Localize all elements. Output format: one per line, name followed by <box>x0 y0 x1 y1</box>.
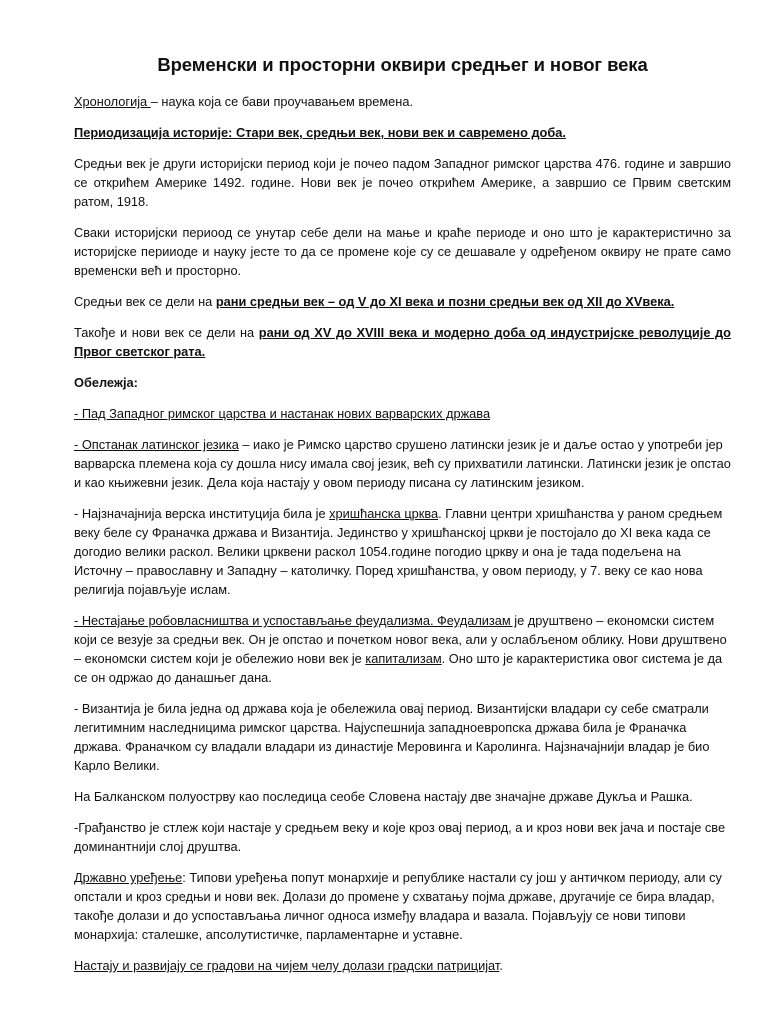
paragraph-features-heading <box>74 373 731 392</box>
document-body <box>74 54 731 987</box>
paragraph-church <box>74 504 731 599</box>
capitalism-text: . Оно што је карактеристика овог система је да се он одржао до данашњег дана. <box>74 651 723 685</box>
paragraph-periods: Сваки историјски периоод се унутар себе дели на мање и краће периоде и оно што је карактеристично за историјске перииоде и науку јесте то да се промене које су се дешавале у одређеном оквиру не прате само временски већ и просторно. <box>74 225 731 278</box>
new-age-intro: Такође и нови век се дели на <box>74 325 259 340</box>
term-church: хришћанска црква <box>329 506 439 521</box>
new-age-division: рани од XV до XVIII века и модерно доба од индустријске револуције до Првог светског рата. <box>74 325 731 359</box>
features-heading: Обележја: <box>74 375 138 390</box>
paragraph-fall-of-rome <box>74 404 731 423</box>
periodization-heading: Периодизација историје: Стари век, средњи век, нови век и савремено доба. <box>74 125 566 140</box>
paragraph-byzantium: - Византија је била једна од држава која је обележила овај период. Византијски владари су себе сматрали легитимним наследницима римског царства. Најуспешнија западноевропска држава била је Франачка држава. Франачком су владали владари из династије Меровинга и Каролинга. Најзначајнији владар је био Карло Велики. <box>74 701 710 773</box>
state-order-text: : Типови уређења попут монархије и републике настали су још у античком периоду, али су опстали и кроз средњи и нови век. Долази до промене у схватању појма државе, другачије се бира владар, такође долази и до успостављања личног односа између владара и вазала. Појављују се нови типови монархија: сталешке, апсолутистичке, парламентарне и уставне. <box>74 870 722 942</box>
paragraph-chronology <box>74 92 731 111</box>
feudalism-text: е друштвено – економски систем који се везује за средњи век. Он је опстао и почетком новог века, али у ослабљеном облику. Нови друштвено – економски систем који је обележио нови век је <box>74 613 727 666</box>
term-capitalism: капитализам <box>365 651 442 666</box>
paragraph-middle-ages-division <box>74 292 731 311</box>
paragraph-periodization <box>74 123 731 142</box>
paragraph-latin <box>74 435 731 492</box>
cities-end: . <box>499 958 503 973</box>
middle-ages-division: рани средњи век – од V до XI века и позни средњи век од XII до XVвека. <box>215 294 675 309</box>
paragraph-citizenship: -Грађанство је стлеж који настаје у средњем веку и које кроз овај период, а и кроз нови век јача и постаје све доминантнији слој друштва. <box>74 820 726 854</box>
paragraph-feudalism <box>74 611 731 687</box>
fall-of-rome: - Пад Западног римског царства и настанак нових варварских држава <box>74 406 491 421</box>
document-title: Временски и просторни оквири средњег и новог века <box>157 54 648 75</box>
paragraph-new-age-division <box>74 323 731 361</box>
term-feudalism: - Нестајање робовласништва и успостављање феудализма. Феудализам ј <box>74 613 518 628</box>
paragraph-balkans: На Балканском полуострву као последица сеобе Словена настају две значајне државе Дукља и Рашка. <box>74 789 693 804</box>
chronology-definition: – наука која се бави проучавањем времена. <box>150 94 414 109</box>
church-intro: - Најзначајнија верска институција била је <box>74 506 330 521</box>
term-state-order: Државно уређење <box>74 870 183 885</box>
latin-text: – иако је Римско царство срушено латински језик је и даље остао у употреби јер варварска племена која су дошла нису имала свој језик, већ су прихватили латински. Латински језик је опстао и као књижевни језик. Дела која настају у овом периоду писана су латинским језиком. <box>74 437 731 490</box>
paragraph-middle-ages: Средњи век је други историјски период који је почео падом Западног римског царства 476. године и завршио се открићем Америке 1492. године. Нови век је почео открићем Америке, а завршио се Првим светским ратом, 1918. <box>74 156 731 209</box>
paragraph-cities <box>74 956 731 975</box>
term-cities: Настају и развијају се градови на чијем челу долази градски патрицијат <box>74 958 500 973</box>
paragraph-state-order <box>74 868 731 944</box>
term-latin: - Опстанак латинског језика <box>74 437 239 452</box>
term-chronology: Хронологија <box>74 94 151 109</box>
church-text: . Главни центри хришћанства у раном средњем веку беле су Франачка држава и Византија. Јединство у хришћанској цркви је постојало до XI века када се догодио велики раскол. Велики црквени раскол 1054.године погодио цркву и она је тада подељена на Источну – православну и Западну – католичку. Поред хришћанства, у овом периоду, у 7. веку се као нова религија појављује ислам. <box>74 506 723 597</box>
division-intro: Средњи век се дели на <box>74 294 216 309</box>
